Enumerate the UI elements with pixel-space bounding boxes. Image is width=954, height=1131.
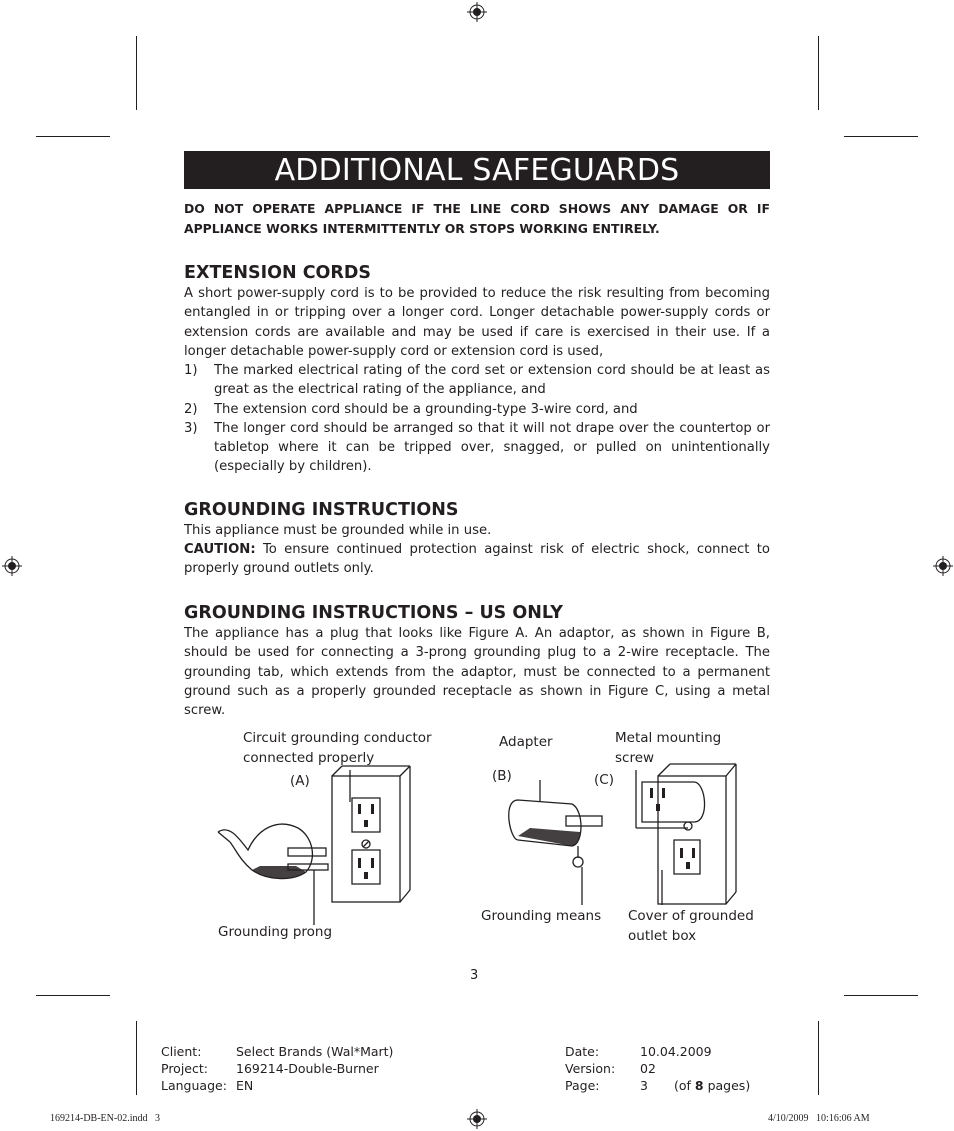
extension-cords-list bbox=[184, 361, 770, 477]
crop-mark bbox=[36, 136, 110, 137]
registration-mark-icon bbox=[933, 556, 953, 576]
grounding-us-text: The appliance has a plug that looks like Figure A. An adaptor, as shown in Figure B, should be used for connecting a 3-prong grounding plug to a 2-wire receptacle. The grounding tab, which extends from the adaptor, must be connected to a permanent ground such as a properly grounded receptacle as shown in Figure C, using a metal screw. bbox=[184, 626, 770, 719]
registration-mark-icon bbox=[2, 556, 22, 576]
circuit-grounding-label: Circuit grounding conductor connected properly bbox=[243, 730, 432, 766]
slug-timestamp: 4/10/2009 10:16:06 AM bbox=[768, 1113, 870, 1124]
figure-a-label: (A) bbox=[290, 773, 310, 789]
cover-label: Cover of grounded outlet box bbox=[628, 908, 754, 944]
date-value: 10.04.2009 bbox=[640, 1044, 712, 1059]
grounding-us-heading: GROUNDING INSTRUCTIONS – US ONLY bbox=[184, 603, 563, 623]
crop-mark bbox=[136, 1021, 137, 1095]
caution-label: CAUTION: bbox=[184, 542, 256, 557]
page-of-post: pages) bbox=[703, 1078, 751, 1093]
page-title: ADDITIONAL SAFEGUARDS bbox=[184, 151, 770, 189]
registration-mark-icon bbox=[467, 1109, 487, 1129]
figure-b-label: (B) bbox=[492, 768, 512, 784]
list-item bbox=[184, 400, 770, 419]
extension-cords-heading: EXTENSION CORDS bbox=[184, 263, 372, 283]
page-key: Page: bbox=[565, 1078, 600, 1093]
adapter-label: Adapter bbox=[499, 734, 553, 750]
list-item-text: The longer cord should be arranged so that it will not drape over the countertop or tabletop where it can be tripped over, snagged, or pulled on unintentionally (especially by children). bbox=[214, 420, 770, 475]
list-item-text: The marked electrical rating of the cord set or extension cord should be at least as great as the electrical rating of the appliance, and bbox=[214, 363, 770, 398]
page-number: 3 bbox=[470, 968, 479, 983]
list-item-number: 3) bbox=[184, 420, 198, 436]
extension-cords-intro: A short power-supply cord is to be provided to reduce the risk resulting from becoming entangled in or tripping over a longer cord. Longer detachable power-supply cords or extension cords are available and may be used if care is exercised in their use. If a longer detachable power-supply cord or extension cord is used, bbox=[184, 286, 770, 359]
caution-paragraph bbox=[184, 540, 770, 579]
crop-mark bbox=[818, 1021, 819, 1095]
client-key: Client: bbox=[161, 1044, 202, 1059]
metal-screw-label: Metal mounting screw bbox=[615, 730, 722, 766]
caution-text: To ensure continued protection against risk of electric shock, connect to properly ground outlets only. bbox=[184, 542, 770, 577]
crop-mark bbox=[36, 995, 110, 996]
slug-filename: 169214-DB-EN-02.indd 3 bbox=[50, 1113, 160, 1124]
list-item bbox=[184, 419, 770, 477]
warning-text: DO NOT OPERATE APPLIANCE IF THE LINE CORD SHOWS ANY DAMAGE OR IF APPLIANCE WORKS INTERMITTENTLY OR STOPS WORKING ENTIRELY. bbox=[184, 201, 770, 236]
footer-right bbox=[565, 1043, 750, 1094]
language-key: Language: bbox=[161, 1078, 227, 1093]
list-item-number: 2) bbox=[184, 401, 198, 417]
grounding-prong-label: Grounding prong bbox=[218, 924, 333, 940]
list-item-text: The extension cord should be a grounding-type 3-wire cord, and bbox=[214, 401, 638, 417]
crop-mark bbox=[844, 995, 918, 996]
crop-mark bbox=[818, 36, 819, 110]
list-item bbox=[184, 361, 770, 400]
page-of-pre: (of bbox=[674, 1078, 695, 1093]
language-value: EN bbox=[236, 1078, 254, 1093]
grounding-means-label: Grounding means bbox=[481, 908, 602, 924]
list-item-number: 1) bbox=[184, 363, 198, 378]
client-value: Select Brands (Wal*Mart) bbox=[236, 1044, 394, 1059]
figure-c-label: (C) bbox=[594, 772, 614, 788]
page-total: 8 bbox=[694, 1078, 704, 1093]
crop-mark bbox=[844, 136, 918, 137]
registration-mark-icon bbox=[467, 2, 487, 22]
grounding-heading: GROUNDING INSTRUCTIONS bbox=[184, 500, 459, 520]
project-key: Project: bbox=[161, 1061, 208, 1076]
project-value: 169214-Double-Burner bbox=[236, 1061, 379, 1076]
footer-left bbox=[161, 1043, 393, 1094]
date-key: Date: bbox=[565, 1044, 600, 1059]
version-key: Version: bbox=[565, 1061, 616, 1076]
grounding-line: This appliance must be grounded while in use. bbox=[184, 523, 492, 538]
crop-mark bbox=[136, 36, 137, 110]
page-value: 3 bbox=[640, 1078, 648, 1093]
version-value: 02 bbox=[640, 1061, 656, 1076]
